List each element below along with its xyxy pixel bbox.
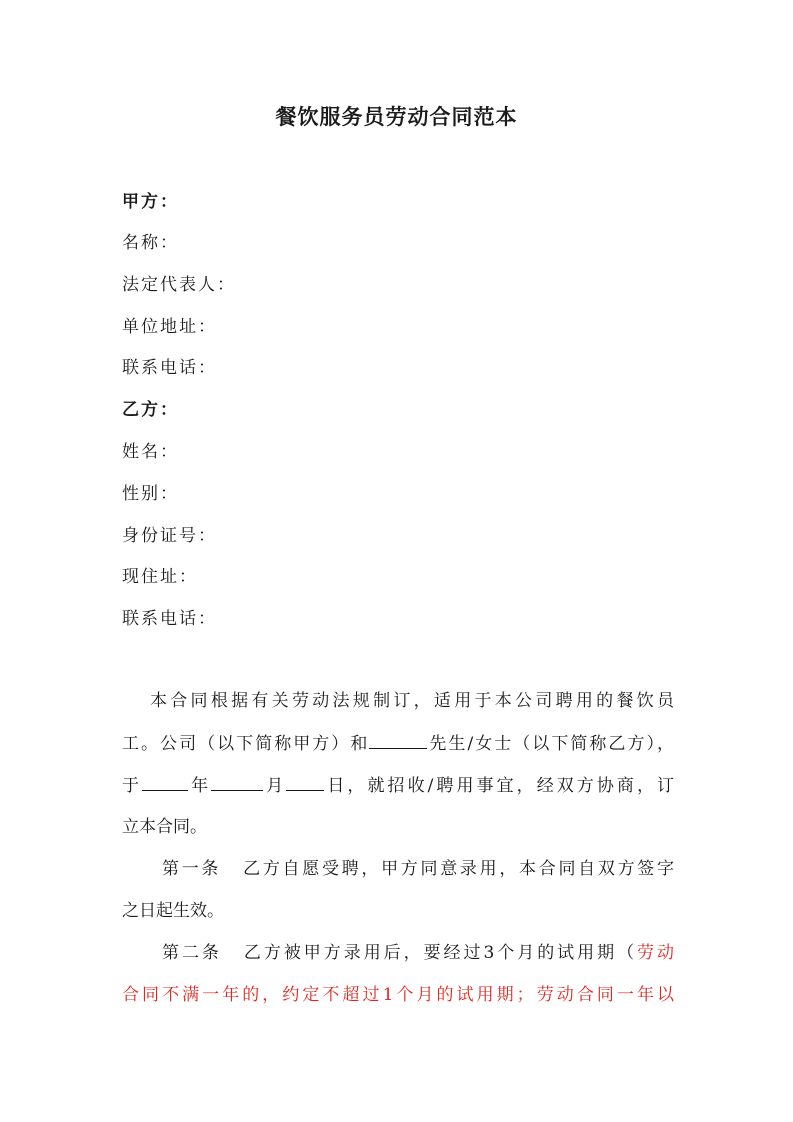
intro-text-2b: 先生/女士（以下简称乙方）， (427, 734, 674, 754)
intro-text-3b: 年 (188, 776, 212, 796)
party-a-legal-rep-label: 法定代表人： (122, 275, 236, 295)
intro-text-3a: 于 (122, 776, 143, 796)
article-2-line-2 (122, 982, 674, 1008)
intro-text-4: 立本合同。 (122, 817, 207, 837)
article-2-red-text-1: 劳动 (637, 943, 674, 963)
intro-text-3c: 月 (263, 776, 287, 796)
intro-line-1 (122, 688, 674, 714)
article-1-label: 第一条 (162, 859, 222, 879)
article-2-line-1 (122, 940, 674, 966)
article-1-text-2: 之日起生效。 (122, 901, 224, 921)
party-b-gender-label: 性别： (122, 484, 179, 504)
day-blank (286, 772, 324, 791)
party-a-name-label: 名称： (122, 233, 179, 253)
party-b-heading: 乙方： (122, 400, 179, 420)
year-blank (142, 772, 188, 791)
intro-text-2a: 工。公司（以下简称甲方）和 (122, 734, 370, 754)
intro-line-2 (122, 730, 674, 756)
intro-text-1: 本合同根据有关劳动法规制订，适用于本公司聘用的餐饮员 (150, 691, 674, 711)
party-b-name-label: 姓名： (122, 442, 179, 462)
party-a-address-label: 单位地址： (122, 317, 217, 337)
name-blank (369, 730, 427, 749)
article-1-line-2 (122, 898, 674, 924)
document-title: 餐饮服务员劳动合同范本 (275, 104, 518, 129)
intro-text-3d: 日，就招收/聘用事宜，经双方协商，订 (324, 776, 675, 796)
intro-line-3 (122, 772, 674, 798)
party-b-address-label: 现住址： (122, 567, 198, 587)
article-1-line-1 (122, 856, 674, 882)
article-2-text-1: 乙方被甲方录用后，要经过3个月的试用期（ (243, 943, 638, 963)
party-a-phone-label: 联系电话： (122, 358, 217, 378)
article-2-red-text-2: 合同不满一年的，约定不超过1个月的试用期；劳动合同一年以 (122, 985, 674, 1005)
month-blank (211, 772, 263, 791)
party-b-phone-label: 联系电话： (122, 609, 217, 629)
article-2-label: 第二条 (162, 943, 222, 963)
party-a-heading: 甲方： (122, 192, 179, 212)
party-b-id-label: 身份证号： (122, 526, 217, 546)
intro-line-4 (122, 814, 674, 840)
article-1-text-1: 乙方自愿受聘，甲方同意录用，本合同自双方签字 (243, 859, 674, 879)
